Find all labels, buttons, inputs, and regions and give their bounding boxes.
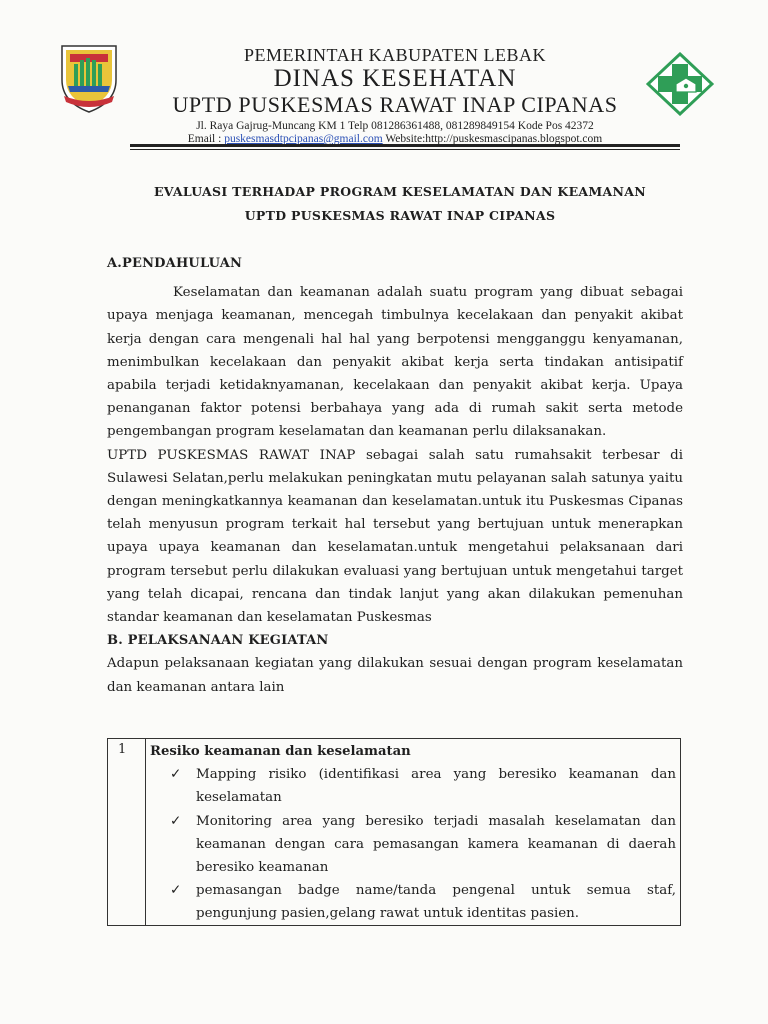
- letterhead-facility: UPTD PUSKESMAS RAWAT INAP CIPANAS: [172, 92, 618, 117]
- list-item-text: pemasangan badge name/tanda pengenal untuk semua staf, pengunjung pasien,gelang rawat untuk identitas pasien.: [196, 883, 676, 922]
- email-label: Email :: [187, 133, 225, 145]
- checklist: [150, 763, 676, 925]
- email-link[interactable]: puskesmasdtpcipanas@gmail.com: [224, 133, 383, 145]
- title-line-2: UPTD PUSKESMAS RAWAT INAP CIPANAS: [244, 208, 556, 223]
- document-title: [100, 180, 700, 228]
- checkmark-icon: ✓: [170, 813, 182, 829]
- letterhead-rule-thin: [130, 149, 680, 150]
- table-number-column: [108, 739, 146, 925]
- lebak-regency-emblem-icon: [56, 40, 122, 116]
- letterhead-address: Jl. Raya Gajrug-Muncang KM 1 Telp 081286361488, 081289849154 Kode Pos 42372: [196, 120, 594, 132]
- list-item-text: Monitoring area yang beresiko terjadi masalah keselamatan dan keamanan dengan cara pemasangan kamera keamanan di daerah beresiko keamanan: [196, 813, 676, 876]
- section-a-paragraph-1: Keselamatan dan keamanan adalah suatu program yang dibuat sebagai upaya menjaga keamanan, mencegah timbulnya kecelakaan dan penyakit akibat kerja dengan cara mengenali hal hal yang berpotensi mengganggu kenyamanan, menimbulkan kecelakaan dan penyakit akibat kerja serta tindakan antisipatif apabila terjadi ketidaknyamanan, kecelakaan dan penyakit akibat kerja. Upaya penanganan faktor potensi berbahaya yang ada di rumah sakit serta metode pengembangan program keselamatan dan keamanan perlu dilaksanakan.: [107, 285, 683, 440]
- letterhead-department: DINAS KESEHATAN: [273, 65, 517, 92]
- section-b-heading: B. PELAKSANAAN KEGIATAN: [107, 633, 329, 649]
- website-text: Website:http://puskesmascipanas.blogspot.com: [382, 133, 603, 145]
- list-item-text: Mapping risiko (identifikasi area yang beresiko keamanan dan keselamatan: [196, 767, 676, 806]
- table-row: [150, 740, 676, 926]
- list-item: [150, 879, 676, 925]
- letterhead-rule-thick: [130, 144, 680, 147]
- health-cross-house-icon: [646, 52, 714, 116]
- list-item: [150, 810, 676, 880]
- section-a-heading: A.PENDAHULUAN: [107, 256, 243, 271]
- title-line-1: EVALUASI TERHADAP PROGRAM KESELAMATAN DAN KEAMANAN: [153, 184, 646, 199]
- table-row-heading: Resiko keamanan dan keselamatan: [150, 744, 411, 759]
- checkmark-icon: ✓: [170, 883, 182, 899]
- table-row-number: 1: [118, 742, 127, 757]
- list-item: [150, 763, 676, 809]
- letterhead-government: PEMERINTAH KABUPATEN LEBAK: [244, 45, 546, 65]
- checkmark-icon: ✓: [170, 767, 182, 783]
- activity-table: [107, 738, 681, 926]
- letterhead: [130, 44, 660, 146]
- section-a-paragraph-2: UPTD PUSKESMAS RAWAT INAP sebagai salah satu rumahsakit terbesar di Sulawesi Selatan,perlu melakukan peningkatan mutu pelayanan salah satunya yaitu dengan meningkatkannya keamanan dan keselamatan.untuk itu Puskesmas Cipanas telah menyusun program terkait hal tersebut yang bertujuan untuk menerapkan upaya upaya keamanan dan keselamatan.untuk mengetahui pelaksanaan dari program tersebut perlu dilakukan evaluasi yang bertujuan untuk mengetahui target yang telah dicapai, rencana dan tindak lanjut yang akan dilakukan pemenuhan standar keamanan dan keselamatan Puskesmas: [107, 447, 683, 626]
- document-body: [107, 252, 683, 699]
- section-b-paragraph-1: Adapun pelaksanaan kegiatan yang dilakukan sesuai dengan program keselamatan dan keamanan antara lain: [107, 656, 683, 695]
